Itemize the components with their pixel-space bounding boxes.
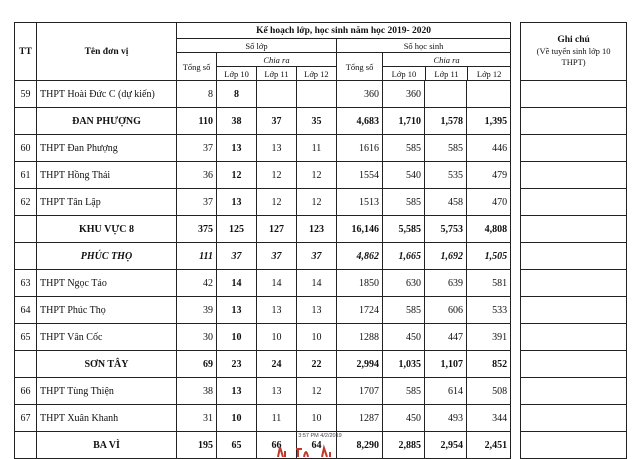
row-classes-g10: 14 (217, 270, 257, 297)
row-spacer (511, 324, 521, 351)
row-classes-g12: 37 (297, 243, 337, 270)
row-unit-name: THPT Hoài Đức C (dự kiến) (37, 81, 177, 108)
row-classes-g10: 125 (217, 216, 257, 243)
school-row (15, 270, 627, 297)
row-tt (15, 351, 37, 378)
row-spacer (511, 216, 521, 243)
notes-subtitle: (Về tuyển sinh lớp 10 THPT) (536, 46, 611, 67)
row-students-g11: 1,107 (425, 351, 467, 378)
row-classes-g11: 66 (257, 432, 297, 459)
school-row (15, 162, 627, 189)
school-row (15, 81, 627, 108)
row-classes-g10: 13 (217, 378, 257, 405)
row-students-g11: 535 (425, 162, 467, 189)
row-notes (521, 270, 627, 297)
classes-divided-label: Chia ra (217, 53, 336, 67)
row-students-g10: 5,585 (383, 216, 425, 243)
row-spacer (511, 162, 521, 189)
row-students-total: 1288 (337, 324, 383, 351)
row-notes (521, 162, 627, 189)
row-notes (521, 108, 627, 135)
classes-header: Số lớp (177, 39, 337, 53)
row-notes (521, 297, 627, 324)
row-unit-name: THPT Phúc Thọ (37, 297, 177, 324)
row-classes-total: 375 (177, 216, 217, 243)
row-spacer (511, 81, 521, 108)
row-students-total: 8,290 (337, 432, 383, 459)
row-unit-name: THPT Hồng Thái (37, 162, 177, 189)
row-students-g10: 450 (383, 324, 425, 351)
row-tt: 61 (15, 162, 37, 189)
students-g12-header: Lớp 12 (476, 68, 502, 79)
row-students-g11: 5,753 (425, 216, 467, 243)
row-students-g12: 479 (467, 162, 511, 189)
row-students-g10: 585 (383, 189, 425, 216)
red-stamp-fragment (270, 443, 360, 457)
row-classes-g11: 14 (257, 270, 297, 297)
row-classes-total: 37 (177, 135, 217, 162)
row-tt (15, 216, 37, 243)
row-classes-total: 38 (177, 378, 217, 405)
row-students-g12: 2,451 (467, 432, 511, 459)
row-classes-g10: 13 (217, 135, 257, 162)
row-students-total: 1850 (337, 270, 383, 297)
row-students-total: 1707 (337, 378, 383, 405)
row-classes-g12: 12 (297, 189, 337, 216)
row-students-g10: 585 (383, 297, 425, 324)
row-classes-g10: 8 (217, 81, 257, 108)
row-students-g10: 585 (383, 135, 425, 162)
row-tt: 60 (15, 135, 37, 162)
row-classes-total: 37 (177, 189, 217, 216)
row-classes-g12: 12 (297, 378, 337, 405)
row-classes-total: 110 (177, 108, 217, 135)
row-students-g12: 581 (467, 270, 511, 297)
school-row (15, 378, 627, 405)
row-tt (15, 108, 37, 135)
row-classes-g10: 13 (217, 189, 257, 216)
row-students-g11: 585 (425, 135, 467, 162)
row-classes-g10: 38 (217, 108, 257, 135)
classes-split-header (217, 53, 337, 81)
classes-g10-header: Lớp 10 (217, 67, 257, 81)
row-classes-g12: 35 (297, 108, 337, 135)
row-classes-total: 8 (177, 81, 217, 108)
row-students-g12: 533 (467, 297, 511, 324)
students-g10-header: Lớp 10 (383, 67, 425, 81)
row-students-g10: 2,885 (383, 432, 425, 459)
students-split-header (383, 53, 511, 81)
row-classes-g10: 23 (217, 351, 257, 378)
row-spacer (511, 135, 521, 162)
row-unit-name: THPT Ngọc Tảo (37, 270, 177, 297)
row-unit-name: THPT Vân Cốc (37, 324, 177, 351)
row-classes-g10: 10 (217, 405, 257, 432)
row-spacer (511, 243, 521, 270)
classes-split-table (217, 53, 336, 80)
district-total-row (15, 216, 627, 243)
row-notes (521, 243, 627, 270)
row-students-g11: 1,692 (425, 243, 467, 270)
row-students-g11: 447 (425, 324, 467, 351)
row-classes-g11 (257, 81, 297, 108)
district-total-row (15, 108, 627, 135)
row-unit-name: THPT Xuân Khanh (37, 405, 177, 432)
classes-g12-header: Lớp 12 (304, 68, 329, 79)
row-classes-total: 31 (177, 405, 217, 432)
row-classes-g12: 12 (297, 162, 337, 189)
row-spacer (511, 351, 521, 378)
row-classes-g12: 64 (297, 432, 337, 459)
students-header: Số học sinh (337, 39, 511, 53)
row-classes-total: 69 (177, 351, 217, 378)
row-students-total: 4,862 (337, 243, 383, 270)
row-classes-g11: 12 (257, 189, 297, 216)
classes-total-header: Tổng số (177, 53, 217, 81)
school-row (15, 189, 627, 216)
row-classes-g11: 13 (257, 378, 297, 405)
school-row (15, 135, 627, 162)
row-classes-g12: 13 (297, 297, 337, 324)
row-students-g10: 1,710 (383, 108, 425, 135)
tt-header: TT (15, 23, 37, 81)
enrollment-plan-table (14, 22, 627, 459)
row-unit-name: THPT Tân Lập (37, 189, 177, 216)
row-students-g11: 614 (425, 378, 467, 405)
row-students-g12: 852 (467, 351, 511, 378)
row-tt: 67 (15, 405, 37, 432)
row-classes-g11: 11 (257, 405, 297, 432)
row-notes (521, 135, 627, 162)
row-students-g12: 391 (467, 324, 511, 351)
row-notes (521, 189, 627, 216)
row-classes-g11: 127 (257, 216, 297, 243)
row-students-g12: 446 (467, 135, 511, 162)
school-row (15, 324, 627, 351)
row-unit-name: SƠN TÂY (37, 351, 177, 378)
row-students-g12: 1,395 (467, 108, 511, 135)
row-classes-g12: 14 (297, 270, 337, 297)
row-students-g10: 540 (383, 162, 425, 189)
row-classes-g10: 65 (217, 432, 257, 459)
row-classes-g12: 123 (297, 216, 337, 243)
row-students-g11: 2,954 (425, 432, 467, 459)
row-students-total: 1724 (337, 297, 383, 324)
row-students-total: 360 (337, 81, 383, 108)
row-tt: 63 (15, 270, 37, 297)
row-unit-name: THPT Đan Phượng (37, 135, 177, 162)
row-unit-name: ĐAN PHƯỢNG (37, 108, 177, 135)
notes-title: Ghi chú (557, 35, 590, 45)
row-students-total: 4,683 (337, 108, 383, 135)
row-students-g10: 585 (383, 378, 425, 405)
students-divided-label: Chia ra (383, 53, 510, 67)
row-classes-total: 30 (177, 324, 217, 351)
row-tt: 64 (15, 297, 37, 324)
unit-name-header: Tên đơn vị (37, 23, 177, 81)
row-notes (521, 216, 627, 243)
row-students-total: 1513 (337, 189, 383, 216)
row-spacer (511, 270, 521, 297)
row-students-total: 2,994 (337, 351, 383, 378)
row-students-g11 (425, 81, 467, 108)
row-classes-g11: 37 (257, 243, 297, 270)
row-students-g10: 630 (383, 270, 425, 297)
row-students-g12: 344 (467, 405, 511, 432)
row-classes-total: 111 (177, 243, 217, 270)
row-classes-g12: 11 (297, 135, 337, 162)
row-students-g11: 493 (425, 405, 467, 432)
row-students-g12: 470 (467, 189, 511, 216)
row-notes (521, 81, 627, 108)
row-students-g12 (467, 81, 511, 108)
row-classes-g11: 12 (257, 162, 297, 189)
row-classes-g12: 10 (297, 324, 337, 351)
students-split-table (383, 53, 510, 80)
classes-g11-header: Lớp 11 (257, 67, 297, 81)
table-body (15, 81, 627, 459)
row-tt: 65 (15, 324, 37, 351)
row-classes-total: 42 (177, 270, 217, 297)
row-students-total: 1554 (337, 162, 383, 189)
district-total-row (15, 243, 627, 270)
row-unit-name: THPT Tùng Thiện (37, 378, 177, 405)
row-students-g11: 1,578 (425, 108, 467, 135)
row-students-g10: 360 (383, 81, 425, 108)
row-classes-total: 36 (177, 162, 217, 189)
row-unit-name: BA VÌ (37, 432, 177, 459)
row-spacer (511, 378, 521, 405)
row-unit-name: KHU VỰC 8 (37, 216, 177, 243)
row-classes-g11: 37 (257, 108, 297, 135)
row-students-g10: 450 (383, 405, 425, 432)
students-g11-header: Lớp 11 (425, 67, 467, 81)
row-tt: 66 (15, 378, 37, 405)
row-spacer (511, 189, 521, 216)
row-tt (15, 243, 37, 270)
school-row (15, 297, 627, 324)
notes-header (521, 23, 627, 81)
row-classes-g12 (297, 81, 337, 108)
row-classes-g11: 10 (257, 324, 297, 351)
row-notes (521, 378, 627, 405)
row-students-g12: 508 (467, 378, 511, 405)
row-classes-g12: 10 (297, 405, 337, 432)
row-spacer (511, 405, 521, 432)
row-classes-total: 39 (177, 297, 217, 324)
row-classes-g11: 13 (257, 135, 297, 162)
row-classes-g12: 22 (297, 351, 337, 378)
students-total-header: Tổng số (337, 53, 383, 81)
row-students-total: 1287 (337, 405, 383, 432)
row-students-total: 1616 (337, 135, 383, 162)
row-classes-g10: 13 (217, 297, 257, 324)
row-notes (521, 405, 627, 432)
row-students-g11: 639 (425, 270, 467, 297)
row-classes-g10: 12 (217, 162, 257, 189)
district-total-row (15, 351, 627, 378)
row-notes (521, 351, 627, 378)
row-students-g10: 1,035 (383, 351, 425, 378)
spacer-column (511, 23, 521, 81)
row-students-g11: 458 (425, 189, 467, 216)
row-classes-g10: 10 (217, 324, 257, 351)
row-classes-g11: 24 (257, 351, 297, 378)
row-classes-g10: 37 (217, 243, 257, 270)
row-notes (521, 324, 627, 351)
row-students-g11: 606 (425, 297, 467, 324)
school-row (15, 405, 627, 432)
print-timestamp: 3:57 PM 4/2/2019 (298, 433, 342, 439)
row-students-g12: 4,808 (467, 216, 511, 243)
row-students-g12: 1,505 (467, 243, 511, 270)
row-students-g10: 1,665 (383, 243, 425, 270)
plan-title: Kế hoạch lớp, học sinh năm học 2019- 2020 (177, 23, 511, 39)
row-students-total: 16,146 (337, 216, 383, 243)
row-tt: 59 (15, 81, 37, 108)
row-tt: 62 (15, 189, 37, 216)
row-classes-total: 195 (177, 432, 217, 459)
row-spacer (511, 108, 521, 135)
row-spacer (511, 297, 521, 324)
row-unit-name: PHÚC THỌ (37, 243, 177, 270)
row-classes-g11: 13 (257, 297, 297, 324)
